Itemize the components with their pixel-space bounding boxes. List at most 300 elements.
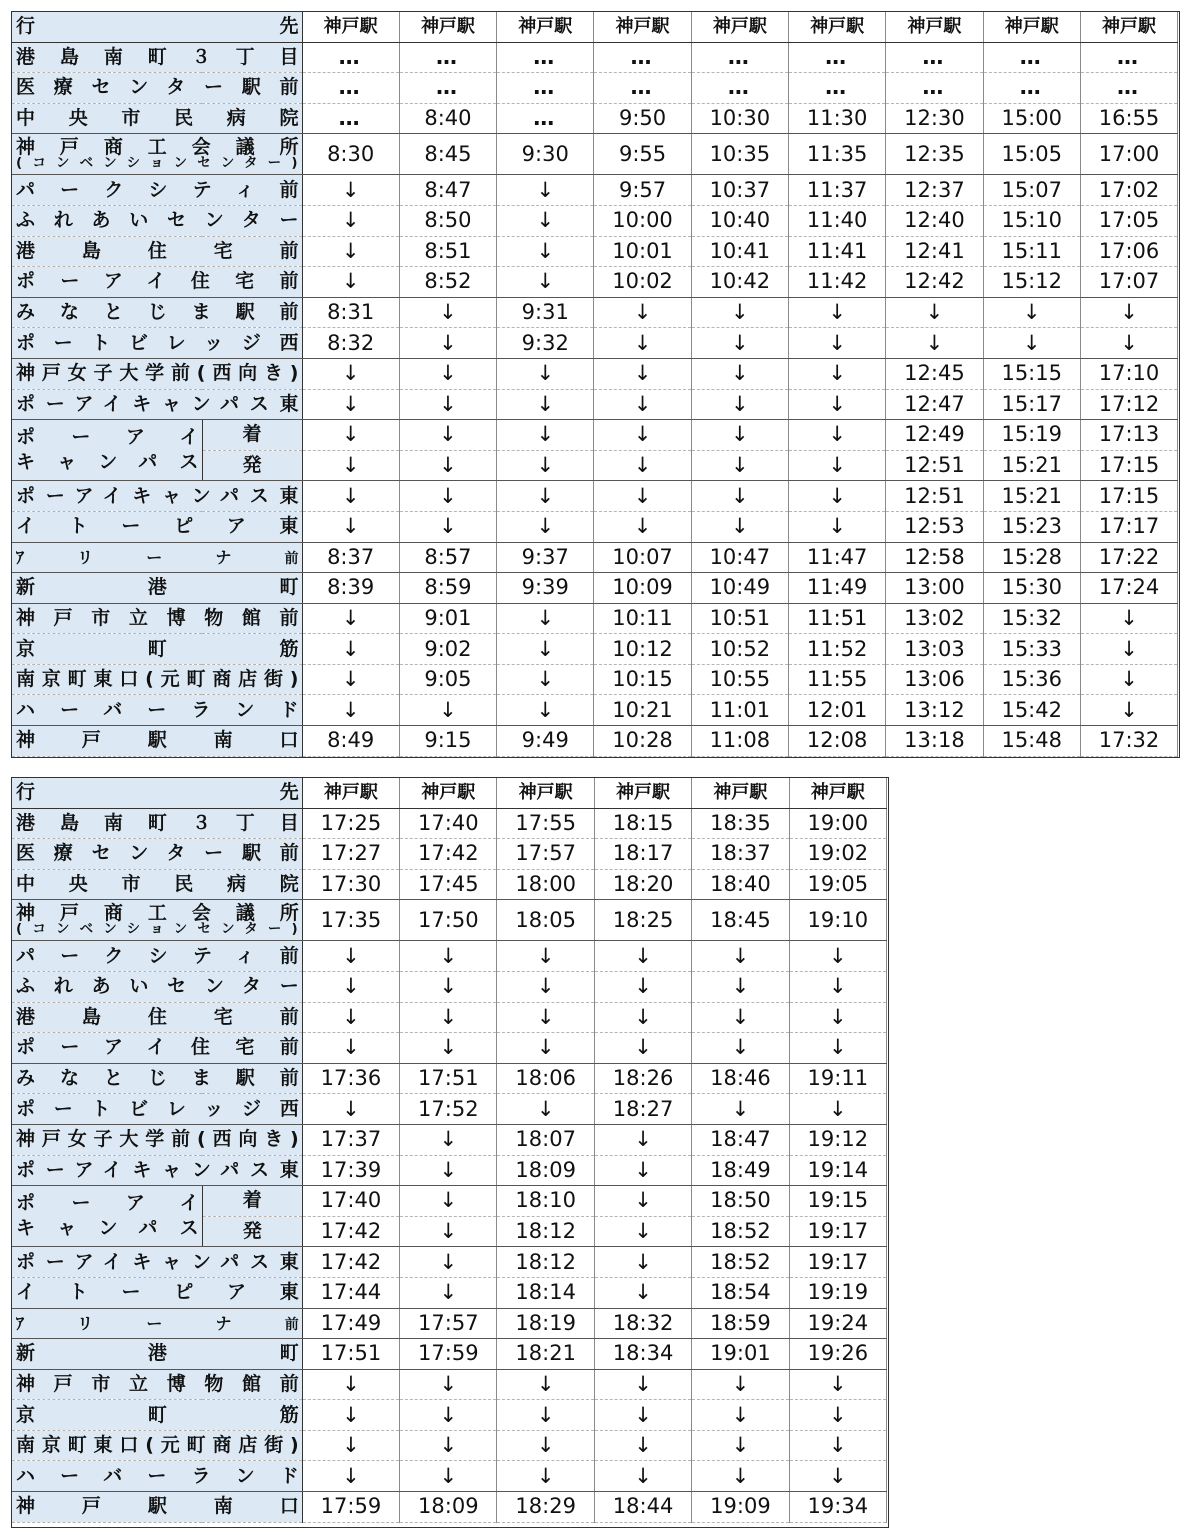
time-cell: ↓	[497, 941, 594, 972]
stop-name	[12, 103, 302, 134]
time-cell: ↓	[399, 420, 496, 451]
stop-name-line1: 京町筋	[16, 1403, 299, 1426]
time-cell: ↓	[1080, 664, 1177, 695]
time-cell: …	[886, 73, 983, 104]
table-row	[12, 542, 1178, 573]
time-cell: ↓	[400, 1002, 497, 1033]
stop-name	[12, 839, 302, 870]
arrive-depart-label: 着	[202, 1186, 302, 1217]
time-cell: ↓	[497, 1002, 594, 1033]
time-cell: 18:40	[692, 869, 789, 900]
time-cell: ↓	[400, 1369, 497, 1400]
time-cell: …	[788, 73, 885, 104]
time-cell: 17:52	[400, 1094, 497, 1125]
time-cell: ↓	[400, 1124, 497, 1155]
time-cell: 10:07	[594, 542, 691, 573]
time-cell: 9:15	[399, 726, 496, 757]
time-cell: ↓	[399, 695, 496, 726]
table-row	[12, 726, 1178, 757]
time-cell: ↓	[788, 481, 885, 512]
destination-header: 神戸駅	[1080, 12, 1177, 42]
time-cell: 18:15	[594, 808, 691, 839]
table-row	[12, 664, 1178, 695]
time-cell: ↓	[302, 603, 399, 634]
time-cell: 18:59	[692, 1308, 789, 1339]
stop-name-line2: (コンベンションセンター)	[16, 155, 299, 172]
time-cell: ↓	[302, 358, 399, 389]
time-cell: ↓	[886, 328, 983, 359]
time-cell: ↓	[594, 1002, 691, 1033]
time-cell: ↓	[594, 358, 691, 389]
arrive-depart-label: 発	[202, 1216, 302, 1247]
destination-header: 神戸駅	[789, 778, 886, 808]
stop-name-line1: 京町筋	[16, 637, 299, 660]
time-cell: ↓	[302, 664, 399, 695]
stop-name	[12, 900, 302, 941]
stop-name	[12, 175, 302, 206]
time-cell: …	[788, 42, 885, 73]
time-cell: 17:17	[1080, 511, 1177, 542]
header-label-left: 行	[16, 781, 155, 804]
time-cell: 19:00	[789, 808, 886, 839]
table-row	[12, 73, 1178, 104]
timetable-2	[12, 778, 887, 1523]
time-cell: 17:05	[1080, 205, 1177, 236]
time-cell: 11:08	[691, 726, 788, 757]
time-cell: 17:02	[1080, 175, 1177, 206]
time-cell: 18:34	[594, 1339, 691, 1370]
stop-name-line1: ハーバーランド	[16, 1464, 299, 1487]
time-cell: 17:35	[302, 900, 399, 941]
time-cell: ↓	[789, 1400, 886, 1431]
time-cell: …	[497, 103, 594, 134]
time-cell: 8:47	[399, 175, 496, 206]
time-cell: ↓	[400, 1216, 497, 1247]
time-cell: 19:05	[789, 869, 886, 900]
time-cell: 17:36	[302, 1063, 399, 1094]
time-cell: 12:51	[886, 481, 983, 512]
time-cell: ↓	[789, 971, 886, 1002]
time-cell: 9:37	[497, 542, 594, 573]
time-cell: ↓	[692, 1400, 789, 1431]
stop-name	[12, 267, 302, 298]
time-cell: ↓	[594, 1155, 691, 1186]
time-cell: ↓	[399, 511, 496, 542]
stop-name	[12, 1461, 302, 1492]
table-row	[12, 42, 1178, 73]
time-cell: 18:07	[497, 1124, 594, 1155]
time-cell: 8:51	[399, 236, 496, 267]
time-cell: …	[497, 73, 594, 104]
time-cell: 18:54	[692, 1277, 789, 1308]
time-cell: 19:34	[789, 1492, 886, 1523]
time-cell: ↓	[302, 1369, 399, 1400]
time-cell: ↓	[594, 1400, 691, 1431]
time-cell: ↓	[497, 695, 594, 726]
destination-header: 神戸駅	[302, 12, 399, 42]
time-cell: 18:20	[594, 869, 691, 900]
time-cell: 18:06	[497, 1063, 594, 1094]
time-cell: 8:40	[399, 103, 496, 134]
time-cell: 18:14	[497, 1277, 594, 1308]
stop-name-line1: ポーアイ住宅前	[16, 1036, 299, 1059]
stop-name	[12, 869, 302, 900]
stop-name-line1: 医療センター駅前	[16, 76, 299, 99]
destination-header: 神戸駅	[594, 12, 691, 42]
time-cell: 10:28	[594, 726, 691, 757]
table-row	[12, 1492, 887, 1523]
time-cell: ↓	[691, 389, 788, 420]
time-cell: ↓	[692, 1094, 789, 1125]
time-cell: 17:55	[497, 808, 594, 839]
stop-name-line1: 港島住宅前	[16, 239, 299, 262]
time-cell: ↓	[1080, 695, 1177, 726]
time-cell: 19:09	[692, 1492, 789, 1523]
stop-name	[12, 358, 302, 389]
stop-name-line1: ポートビレッジ西	[16, 1097, 299, 1120]
time-cell: ↓	[302, 1094, 399, 1125]
time-cell: 11:42	[788, 267, 885, 298]
time-cell: 12:40	[886, 205, 983, 236]
time-cell: 17:45	[400, 869, 497, 900]
time-cell: 17:39	[302, 1155, 399, 1186]
time-cell: ↓	[594, 1186, 691, 1217]
time-cell: 18:52	[692, 1216, 789, 1247]
time-cell: 11:37	[788, 175, 885, 206]
time-cell: 17:40	[400, 808, 497, 839]
time-cell: 12:49	[886, 420, 983, 451]
table-row	[12, 1002, 887, 1033]
time-cell: 19:02	[789, 839, 886, 870]
time-cell: ↓	[497, 1400, 594, 1431]
stop-name-line1: みなとじま駅前	[16, 301, 299, 324]
time-cell: 17:25	[302, 808, 399, 839]
stop-name	[12, 389, 302, 420]
table-row	[12, 808, 887, 839]
stop-name-line1: ポーアイ	[16, 1192, 199, 1215]
destination-header: 神戸駅	[691, 12, 788, 42]
stop-name	[12, 1277, 302, 1308]
time-cell: ↓	[594, 1216, 691, 1247]
time-cell: 10:47	[691, 542, 788, 573]
stop-name-line1: 港島住宅前	[16, 1005, 299, 1028]
time-cell: ↓	[302, 267, 399, 298]
arrive-depart-label: 発	[202, 450, 302, 481]
header-stop-label	[12, 778, 302, 808]
time-cell: 10:49	[691, 573, 788, 604]
time-cell: ↓	[497, 481, 594, 512]
stop-name	[12, 542, 302, 573]
time-cell: 10:55	[691, 664, 788, 695]
time-cell: 10:42	[691, 267, 788, 298]
stop-name	[12, 1430, 302, 1461]
stop-name-line1: 港島南町３丁目	[16, 811, 299, 834]
time-cell: 19:15	[789, 1186, 886, 1217]
time-cell: 15:12	[983, 267, 1080, 298]
stop-name-line1: ふれあいセンター	[16, 209, 299, 232]
stop-name-line1: ポーアイキャンパス東	[16, 484, 299, 507]
stop-name	[12, 971, 302, 1002]
stop-name-line1: 中央市民病院	[16, 107, 299, 130]
time-cell: ↓	[594, 328, 691, 359]
stop-name	[12, 664, 302, 695]
time-cell: 13:12	[886, 695, 983, 726]
time-cell: 19:12	[789, 1124, 886, 1155]
time-cell: 9:50	[594, 103, 691, 134]
time-cell: …	[302, 42, 399, 73]
time-cell: ↓	[302, 1430, 399, 1461]
stop-name-line1: ハーバーランド	[16, 698, 299, 721]
time-cell: 19:17	[789, 1216, 886, 1247]
time-cell: 17:49	[302, 1308, 399, 1339]
time-cell: ↓	[983, 328, 1080, 359]
stop-name	[12, 1155, 302, 1186]
stop-name-main: ｱリーナ	[16, 547, 285, 567]
stop-name	[12, 726, 302, 757]
time-cell: …	[691, 73, 788, 104]
stop-name	[12, 573, 302, 604]
time-cell: ↓	[789, 1094, 886, 1125]
destination-header: 神戸駅	[497, 12, 594, 42]
time-cell: ↓	[691, 358, 788, 389]
stop-name-line1: ふれあいセンター	[16, 975, 299, 998]
time-cell: ↓	[594, 481, 691, 512]
time-cell: 12:53	[886, 511, 983, 542]
time-cell: 15:48	[983, 726, 1080, 757]
time-cell: 15:15	[983, 358, 1080, 389]
stop-name	[12, 236, 302, 267]
time-cell: 10:40	[691, 205, 788, 236]
time-cell: 17:00	[1080, 134, 1177, 175]
time-cell: ↓	[594, 450, 691, 481]
time-cell: ↓	[691, 297, 788, 328]
destination-header: 神戸駅	[497, 778, 594, 808]
time-cell: 18:49	[692, 1155, 789, 1186]
stop-name	[12, 1308, 302, 1339]
stop-name-line1: 南京町東口(元町商店街)	[16, 668, 299, 691]
stop-name-tail: 前	[284, 550, 299, 567]
time-cell: 15:36	[983, 664, 1080, 695]
time-cell: 17:15	[1080, 481, 1177, 512]
stop-name	[12, 1033, 302, 1064]
table-row	[12, 1186, 887, 1217]
stop-name	[12, 1339, 302, 1370]
stop-name	[12, 1124, 302, 1155]
stop-name	[12, 134, 302, 175]
time-cell: 9:32	[497, 328, 594, 359]
time-cell: 17:59	[302, 1492, 399, 1523]
time-cell: ↓	[497, 450, 594, 481]
time-cell: 17:22	[1080, 542, 1177, 573]
time-cell: ↓	[399, 481, 496, 512]
destination-header: 神戸駅	[983, 12, 1080, 42]
time-cell: 11:01	[691, 695, 788, 726]
time-cell: ↓	[497, 1461, 594, 1492]
stop-name-line1: 神戸女子大学前(西向き)	[16, 362, 299, 385]
time-cell: ↓	[302, 420, 399, 451]
time-cell: 13:02	[886, 603, 983, 634]
time-cell: 8:37	[302, 542, 399, 573]
time-cell: ↓	[497, 420, 594, 451]
stop-name-line1: ポーアイキャンパス東	[16, 1158, 299, 1181]
stop-name-line1: イトーピア東	[16, 515, 299, 538]
stop-name-line1: 港島南町３丁目	[16, 45, 299, 68]
table-row	[12, 1277, 887, 1308]
time-cell: 8:45	[399, 134, 496, 175]
time-cell: ↓	[594, 971, 691, 1002]
time-cell: 8:52	[399, 267, 496, 298]
time-cell: ↓	[497, 1033, 594, 1064]
header-label-right: 先	[279, 781, 299, 804]
table-row	[12, 1155, 887, 1186]
time-cell: ↓	[302, 695, 399, 726]
time-cell: ↓	[1080, 634, 1177, 665]
time-cell: ↓	[497, 971, 594, 1002]
time-cell: ↓	[399, 328, 496, 359]
stop-name-line1: ポーアイキャンパス東	[16, 392, 299, 415]
time-cell: ↓	[691, 328, 788, 359]
time-cell: 8:39	[302, 573, 399, 604]
time-cell: ↓	[692, 1369, 789, 1400]
stop-name-line1: イトーピア東	[16, 1281, 299, 1304]
stop-name	[12, 603, 302, 634]
time-cell: ↓	[692, 1430, 789, 1461]
time-cell: 17:30	[302, 869, 399, 900]
stop-name-line1: 神戸女子大学前(西向き)	[16, 1128, 299, 1151]
time-cell: 12:01	[788, 695, 885, 726]
time-cell: 9:01	[399, 603, 496, 634]
time-cell: ↓	[594, 1124, 691, 1155]
table-row	[12, 869, 887, 900]
time-cell: ↓	[692, 1461, 789, 1492]
time-cell: 12:30	[886, 103, 983, 134]
time-cell: 13:03	[886, 634, 983, 665]
time-cell: 15:42	[983, 695, 1080, 726]
header-stop-label	[12, 12, 302, 42]
time-cell: 18:37	[692, 839, 789, 870]
stop-name	[12, 1247, 302, 1278]
time-cell: 15:28	[983, 542, 1080, 573]
time-cell: 10:02	[594, 267, 691, 298]
time-cell: ↓	[1080, 328, 1177, 359]
time-cell: 9:02	[399, 634, 496, 665]
time-cell: 18:46	[692, 1063, 789, 1094]
time-cell: ↓	[983, 297, 1080, 328]
time-cell: ↓	[497, 603, 594, 634]
time-cell: ↓	[497, 267, 594, 298]
time-cell: 9:30	[497, 134, 594, 175]
table-row	[12, 573, 1178, 604]
stop-name	[12, 1063, 302, 1094]
time-cell: ↓	[302, 1461, 399, 1492]
time-cell: …	[594, 73, 691, 104]
time-cell: 18:05	[497, 900, 594, 941]
time-cell: 12:41	[886, 236, 983, 267]
time-cell: ↓	[788, 420, 885, 451]
stop-name	[12, 1186, 202, 1247]
time-cell: ↓	[692, 1002, 789, 1033]
time-cell: 15:21	[983, 481, 1080, 512]
time-cell: 12:51	[886, 450, 983, 481]
stop-name-line2: (コンベンションセンター)	[16, 921, 299, 938]
stop-name-line1: 神戸商工会議所	[16, 902, 299, 925]
table-row	[12, 1369, 887, 1400]
time-cell: ↓	[594, 1277, 691, 1308]
table-row	[12, 1461, 887, 1492]
header-label-left: 行	[16, 15, 154, 38]
time-cell: ↓	[788, 511, 885, 542]
table-row	[12, 1063, 887, 1094]
stop-name	[12, 205, 302, 236]
time-cell: 15:05	[983, 134, 1080, 175]
time-cell: 18:29	[497, 1492, 594, 1523]
time-cell: ↓	[594, 941, 691, 972]
stop-name-line1: 中央市民病院	[16, 873, 299, 896]
table-row	[12, 103, 1178, 134]
time-cell: 19:24	[789, 1308, 886, 1339]
time-cell: 18:17	[594, 839, 691, 870]
time-cell: 18:52	[692, 1247, 789, 1278]
stop-name	[12, 1002, 302, 1033]
table-row	[12, 1339, 887, 1370]
time-cell: ↓	[788, 450, 885, 481]
time-cell: ↓	[691, 420, 788, 451]
stop-name-line	[16, 1314, 299, 1333]
time-cell: ↓	[692, 1033, 789, 1064]
time-cell: ↓	[400, 1400, 497, 1431]
time-cell: 18:45	[692, 900, 789, 941]
time-cell: 8:30	[302, 134, 399, 175]
time-cell: 11:49	[788, 573, 885, 604]
destination-header: 神戸駅	[302, 778, 399, 808]
stop-name	[12, 695, 302, 726]
time-cell: 15:07	[983, 175, 1080, 206]
time-cell: ↓	[497, 358, 594, 389]
time-cell: ↓	[399, 389, 496, 420]
time-cell: 15:32	[983, 603, 1080, 634]
time-cell: ↓	[400, 941, 497, 972]
time-cell: 12:37	[886, 175, 983, 206]
table-row	[12, 389, 1178, 420]
time-cell: ↓	[886, 297, 983, 328]
stop-name	[12, 808, 302, 839]
time-cell: 8:49	[302, 726, 399, 757]
stop-name	[12, 481, 302, 512]
time-cell: ↓	[497, 511, 594, 542]
stop-name-line1: 神戸市立博物館前	[16, 1372, 299, 1395]
time-cell: 10:15	[594, 664, 691, 695]
table-row	[12, 1400, 887, 1431]
table-row	[12, 358, 1178, 389]
table-row	[12, 297, 1178, 328]
time-cell: 17:42	[400, 839, 497, 870]
stop-name	[12, 1094, 302, 1125]
time-cell: ↓	[497, 236, 594, 267]
stop-name	[12, 1369, 302, 1400]
time-cell: 10:21	[594, 695, 691, 726]
time-cell: …	[1080, 42, 1177, 73]
time-cell: ↓	[400, 1247, 497, 1278]
time-cell: 17:32	[1080, 726, 1177, 757]
time-cell: …	[302, 103, 399, 134]
time-cell: 18:10	[497, 1186, 594, 1217]
table-row	[12, 328, 1178, 359]
time-cell: 18:50	[692, 1186, 789, 1217]
time-cell: 17:12	[1080, 389, 1177, 420]
time-cell: 17:57	[497, 839, 594, 870]
time-cell: ↓	[594, 511, 691, 542]
time-cell: …	[1080, 73, 1177, 104]
